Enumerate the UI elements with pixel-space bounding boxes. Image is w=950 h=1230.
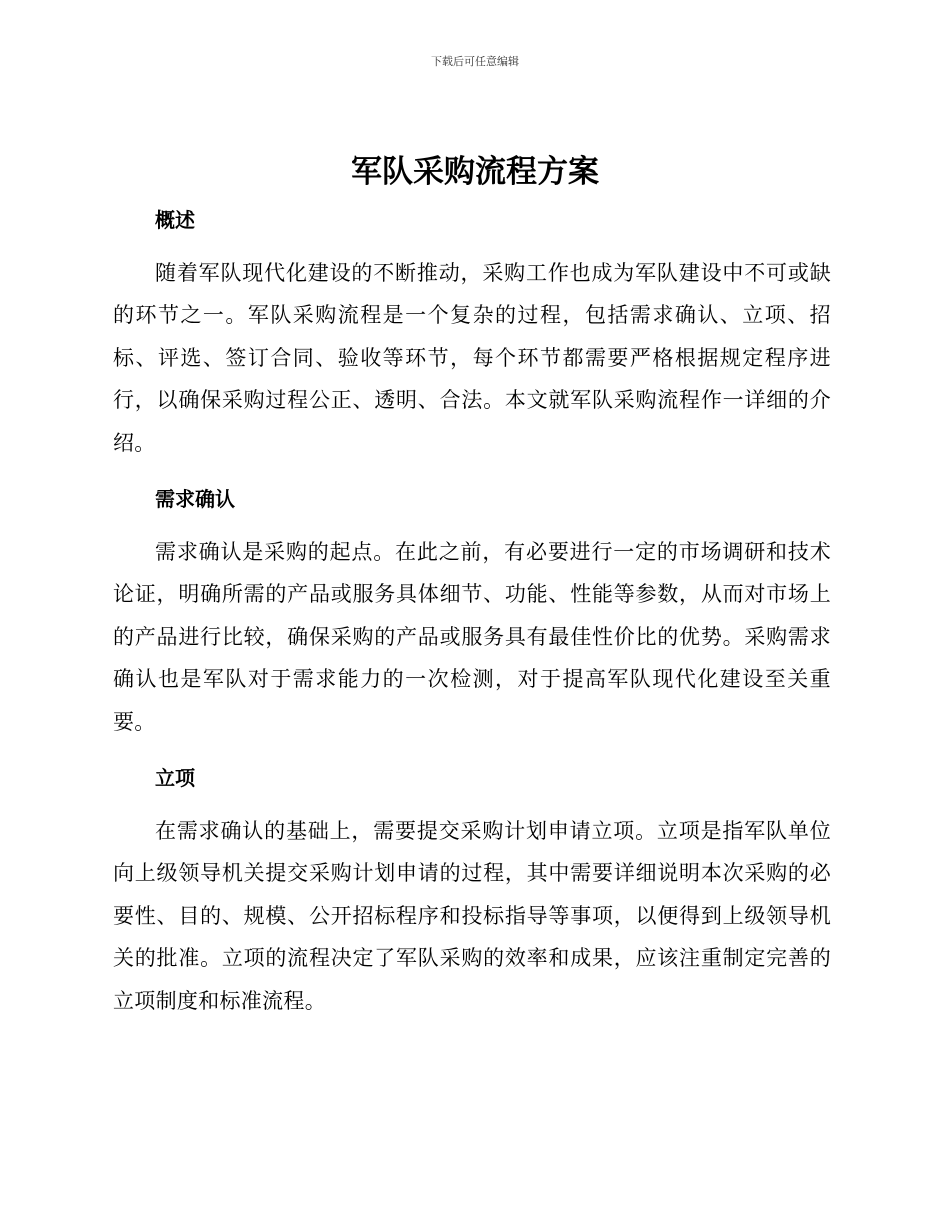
- section-paragraph-overview: 随着军队现代化建设的不断推动，采购工作也成为军队建设中不可或缺的环节之一。军队采购流程是一个复杂的过程，包括需求确认、立项、招标、评选、签订合同、验收等环节，每个环节都需要严格根据规定程序进行，以确保采购过程公正、透明、合法。本文就军队采购流程作一详细的介绍。: [113, 261, 831, 455]
- section-heading-requirement-confirmation: 需求确认: [155, 487, 235, 511]
- section-paragraph-requirement-confirmation: 需求确认是采购的起点。在此之前，有必要进行一定的市场调研和技术论证，明确所需的产品或服务具体细节、功能、性能等参数，从而对市场上的产品进行比较，确保采购的产品或服务具有最佳性价比的优势。采购需求确认也是军队对于需求能力的一次检测，对于提高军队现代化建设至关重要。: [113, 540, 831, 734]
- section-heading-overview: 概述: [155, 208, 195, 232]
- document-title: 军队采购流程方案: [351, 154, 599, 190]
- section-heading-project-approval: 立项: [155, 766, 195, 790]
- page-header: 下载后可任意编辑: [431, 55, 519, 68]
- section-paragraph-project-approval: 在需求确认的基础上，需要提交采购计划申请立项。立项是指军队单位向上级领导机关提交采购计划申请的过程，其中需要详细说明本次采购的必要性、目的、规模、公开招标程序和投标指导等事项，以便得到上级领导机关的批准。立项的流程决定了军队采购的效率和成果，应该注重制定完善的立项制度和标准流程。: [113, 819, 831, 1013]
